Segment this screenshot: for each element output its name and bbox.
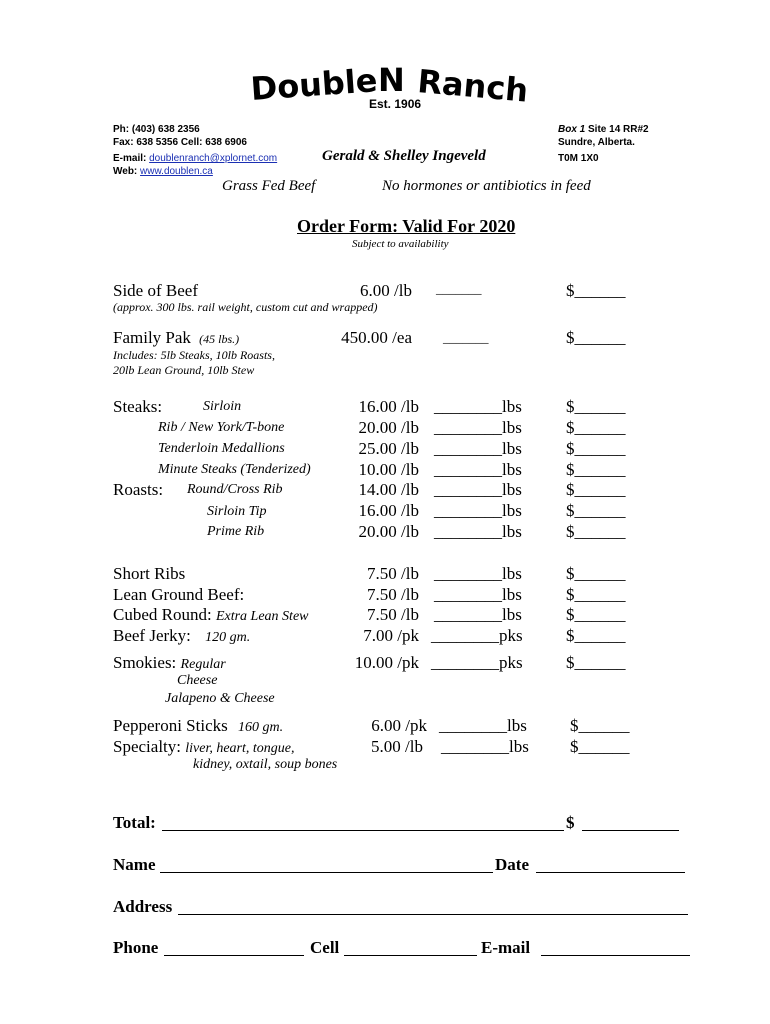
email-link[interactable]: doublenranch@xplornet.com	[149, 153, 278, 164]
beef-jerky-sub: 120 gm.	[205, 630, 251, 645]
family-pak-label	[113, 328, 239, 348]
cut-total-field[interactable]: $______	[566, 460, 626, 479]
cut-name: Minute Steaks (Tenderized)	[158, 462, 311, 477]
other-item-label	[113, 605, 309, 625]
total-label: Total:	[113, 813, 156, 832]
other-item-label	[113, 626, 250, 646]
smokies-total-field[interactable]: $______	[566, 653, 626, 672]
specialty-label	[113, 737, 295, 757]
other-item-qty-field[interactable]: ________lbs	[434, 564, 522, 583]
tagline-no-hormones: No hormones or antibiotics in feed	[382, 178, 591, 194]
title-word-n: N	[378, 61, 405, 99]
family-pak-qty-field[interactable]: _______	[443, 330, 489, 345]
cut-name: Sirloin Tip	[207, 504, 267, 519]
cut-name: Tenderloin Medallions	[158, 441, 285, 456]
cut-name: Prime Rib	[207, 524, 265, 539]
cut-price: 20.00 /lb	[358, 418, 419, 437]
web-link[interactable]: www.doublen.ca	[140, 166, 213, 177]
cell-label: Cell	[310, 938, 340, 957]
pepperoni-label	[113, 716, 283, 736]
owners-names: Gerald & Shelley Ingeveld	[322, 148, 486, 164]
family-pak-price: 450.00 /ea	[341, 328, 412, 347]
address-line-2: Sundre, Alberta.	[558, 137, 635, 148]
cut-price: 10.00 /lb	[358, 460, 419, 479]
pepperoni-sub: 160 gm.	[238, 720, 284, 735]
side-of-beef-price: 6.00 /lb	[360, 281, 412, 300]
order-form-title: Order Form: Valid For 2020	[297, 216, 516, 236]
cut-price: 14.00 /lb	[358, 480, 419, 499]
specialty-total-field[interactable]: $______	[570, 737, 630, 756]
cut-qty-field[interactable]: ________lbs	[434, 480, 522, 499]
smokies-label	[113, 653, 226, 673]
side-of-beef-qty-field[interactable]: _______	[436, 281, 482, 296]
smokies-qty-field[interactable]: ________pks	[431, 653, 523, 672]
email-field[interactable]	[541, 955, 690, 956]
cut-qty-field[interactable]: ________lbs	[434, 460, 522, 479]
smokies-price: 10.00 /pk	[354, 653, 419, 672]
cut-total-field[interactable]: $______	[566, 418, 626, 437]
cut-total-field[interactable]: $______	[566, 439, 626, 458]
smokies-variant-cheese: Cheese	[177, 673, 218, 688]
postal-code: T0M 1X0	[558, 153, 599, 164]
cut-price: 16.00 /lb	[358, 397, 419, 416]
smokies-variant-jalapeno: Jalapeno & Cheese	[165, 691, 275, 706]
other-item-qty-field[interactable]: ________lbs	[434, 585, 522, 604]
email-field-label: E-mail	[481, 938, 531, 957]
cut-price: 20.00 /lb	[358, 522, 419, 541]
cut-total-field[interactable]: $______	[566, 480, 626, 499]
cubed-round-sub: Extra Lean Stew	[215, 609, 309, 624]
address-label: Address	[113, 897, 173, 916]
date-field[interactable]	[536, 872, 685, 873]
other-item-qty-field[interactable]: ________lbs	[434, 605, 522, 624]
specialty-sub-1: liver, heart, tongue,	[185, 741, 295, 756]
address-site: Site 14 RR#2	[585, 124, 649, 135]
other-item-total-field[interactable]: $______	[566, 605, 626, 624]
tagline-grass-fed: Grass Fed Beef	[222, 178, 316, 194]
other-item-total-field[interactable]: $______	[566, 585, 626, 604]
name-field[interactable]	[160, 872, 493, 873]
cut-name: Rib / New York/T-bone	[158, 420, 285, 435]
cut-total-field[interactable]: $______	[566, 522, 626, 541]
name-label: Name	[113, 855, 156, 874]
pepperoni-price: 6.00 /pk	[371, 716, 427, 735]
address-box: Box 1	[558, 124, 586, 135]
cell-field[interactable]	[344, 955, 477, 956]
cut-name: Sirloin	[203, 399, 242, 414]
web-line	[113, 166, 213, 177]
cut-price: 25.00 /lb	[358, 439, 419, 458]
cut-qty-field[interactable]: ________lbs	[434, 501, 522, 520]
other-item-label: Short Ribs	[113, 564, 186, 583]
other-item-price: 7.00 /pk	[363, 626, 419, 645]
beef-jerky-name: Beef Jerky:	[113, 626, 191, 645]
family-pak-size: (45 lbs.)	[199, 332, 240, 346]
pepperoni-total-field[interactable]: $______	[570, 716, 630, 735]
steaks-label: Steaks:	[113, 397, 163, 416]
pepperoni-qty-field[interactable]: ________lbs	[439, 716, 527, 735]
title-word-ranch: Ranch	[416, 62, 530, 110]
email-line	[113, 153, 277, 164]
total-line[interactable]	[162, 830, 564, 831]
cut-qty-field[interactable]: ________lbs	[434, 418, 522, 437]
cubed-round-name: Cubed Round:	[113, 605, 212, 624]
email-label: E-mail:	[113, 153, 147, 164]
phone-number: Ph: (403) 638 2356	[113, 124, 200, 135]
specialty-qty-field[interactable]: ________lbs	[441, 737, 529, 756]
pepperoni-name: Pepperoni Sticks	[113, 716, 228, 735]
family-pak-includes-2: 20lb Lean Ground, 10lb Stew	[113, 363, 255, 377]
web-label: Web:	[113, 166, 138, 177]
other-item-total-field[interactable]: $______	[566, 626, 626, 645]
other-item-total-field[interactable]: $______	[566, 564, 626, 583]
specialty-name: Specialty:	[113, 737, 181, 756]
cut-qty-field[interactable]: ________lbs	[434, 522, 522, 541]
specialty-price: 5.00 /lb	[371, 737, 423, 756]
other-item-price: 7.50 /lb	[367, 605, 419, 624]
cut-total-field[interactable]: $______	[566, 501, 626, 520]
fax-cell-numbers: Fax: 638 5356 Cell: 638 6906	[113, 137, 247, 148]
cut-qty-field[interactable]: ________lbs	[434, 397, 522, 416]
side-of-beef-note: (approx. 300 lbs. rail weight, custom cut and wrapped)	[113, 300, 378, 314]
phone-field[interactable]	[164, 955, 304, 956]
smokies-variant-regular: Regular	[180, 657, 226, 672]
cut-price: 16.00 /lb	[358, 501, 419, 520]
phone-label: Phone	[113, 938, 159, 957]
cut-name: Round/Cross Rib	[187, 482, 283, 497]
total-dollar-sign: $	[566, 813, 575, 832]
side-of-beef-total-field[interactable]: $______	[566, 281, 626, 300]
other-item-qty-field[interactable]: ________pks	[431, 626, 523, 645]
address-line-1	[558, 124, 649, 135]
family-pak-includes-1: Includes: 5lb Steaks, 10lb Roasts,	[113, 348, 275, 362]
other-item-price: 7.50 /lb	[367, 585, 419, 604]
date-label: Date	[495, 855, 529, 874]
family-pak-name: Family Pak	[113, 328, 191, 347]
side-of-beef-label: Side of Beef	[113, 281, 198, 300]
smokies-name: Smokies:	[113, 653, 177, 672]
specialty-sub-2: kidney, oxtail, soup bones	[193, 757, 338, 772]
other-item-label: Lean Ground Beef:	[113, 585, 245, 604]
total-amount-line[interactable]	[582, 830, 679, 831]
title-word-double: Double	[249, 61, 379, 108]
availability-note: Subject to availability	[352, 238, 449, 250]
cut-qty-field[interactable]: ________lbs	[434, 439, 522, 458]
roasts-label: Roasts:	[113, 480, 164, 499]
other-item-price: 7.50 /lb	[367, 564, 419, 583]
address-field[interactable]	[178, 914, 688, 915]
family-pak-total-field[interactable]: $______	[566, 328, 626, 347]
established-year: Est. 1906	[369, 97, 422, 111]
cut-total-field[interactable]: $______	[566, 397, 626, 416]
